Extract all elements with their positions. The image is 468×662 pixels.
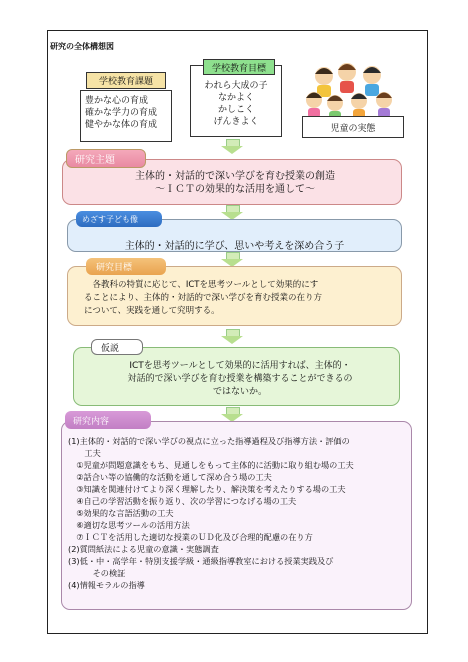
hypothesis-text — [87, 360, 393, 399]
issues-list — [85, 95, 175, 131]
contents-item: ①児童が問題意識をもち、見通しをもって主体的に活動に取り組む場の工夫 — [68, 460, 354, 470]
hypothesis-tab: 仮説 — [91, 339, 143, 355]
children-status-label: 児童の実態 — [302, 116, 404, 138]
school-goal-line: われら大成の子 — [204, 81, 268, 91]
child-figure — [315, 67, 333, 97]
research-contents-tab: 研究内容 — [65, 411, 151, 429]
research-objective-line: 各教科の特質に応じて、ICTを思考ツールとして効果的にす — [84, 280, 319, 290]
contents-item: ③知識を関連付けてより深く理解したり、解決策を考えたりする場の工夫 — [68, 484, 346, 494]
school-goal-line: げんきよく — [213, 117, 259, 127]
research-objective-line: について、実践を通して究明する。 — [84, 306, 220, 316]
contents-item: ⑤効果的な言語活動の工夫 — [68, 508, 174, 518]
issue-line: 健やかな体の育成 — [85, 120, 158, 130]
contents-item: (3)低・中・高学年・特別支援学級・通級指導教室における授業実践及び — [68, 556, 334, 566]
issue-line: 確かな学力の育成 — [85, 108, 158, 118]
contents-item: ⑥適切な思考ツールの活用方法 — [68, 520, 190, 530]
target-child-tab: めざす子ども像 — [76, 211, 162, 227]
contents-item: (4)情報モラルの指導 — [68, 580, 145, 590]
contents-item: (1)主体的・対話的で深い学びの視点に立った指導過程及び指導方法・評価の — [68, 436, 350, 446]
issue-line: 豊かな心の育成 — [85, 96, 149, 106]
contents-item: ⑦ＩＣＴを活用した適切な授業のＵＤ化及び合理的配慮の在り方 — [68, 532, 313, 542]
contents-item: ④自己の学習活動を振り返り、次の学習につなげる場の工夫 — [68, 496, 297, 506]
research-theme-subtitle: ～ＩＣＴの効果的な活用を通して～ — [155, 184, 315, 195]
research-objective-line: ることにより、主体的・対話的で深い学びを育む授業の在り方 — [84, 293, 323, 303]
research-theme-text — [70, 170, 400, 196]
contents-item: 工夫 — [68, 448, 101, 458]
research-theme-tab: 研究主題 — [66, 149, 146, 168]
contents-item: (2)質問紙法による児童の意識・実態調査 — [68, 544, 219, 554]
child-figure — [338, 63, 356, 93]
contents-item: その検証 — [68, 568, 126, 578]
research-contents-list — [68, 435, 408, 591]
issues-heading: 学校教育課題 — [86, 72, 166, 89]
school-goal-list — [190, 80, 282, 128]
target-child-text: 主体的・対話的に学び、思いや考えを深め合う子 — [124, 241, 345, 252]
hypothesis-line: 対話的で深い学びを育む授業を構築することができるの — [127, 374, 353, 384]
child-figure — [363, 66, 381, 96]
school-goal-heading: 学校教育目標 — [203, 59, 275, 75]
child-figure — [376, 92, 392, 118]
school-goal-line: なかよく — [217, 93, 254, 103]
research-objective-tab: 研究目標 — [86, 258, 166, 275]
research-objective-text — [84, 279, 396, 318]
child-figure — [306, 92, 322, 118]
children-group-illustration — [302, 58, 402, 120]
school-goal-line: かしこく — [217, 105, 254, 115]
hypothesis-line: ICTを思考ツールとして効果的に活用すれば、主体的・ — [129, 361, 351, 371]
research-theme-line: 主体的・対話的で深い学びを育む授業の創造 — [135, 171, 335, 182]
contents-item: ②話合い等の協働的な活動を通して深め合う場の工夫 — [68, 472, 272, 482]
hypothesis-line: ではないか。 — [212, 387, 267, 397]
page-title: 研究の全体構想図 — [50, 42, 114, 51]
